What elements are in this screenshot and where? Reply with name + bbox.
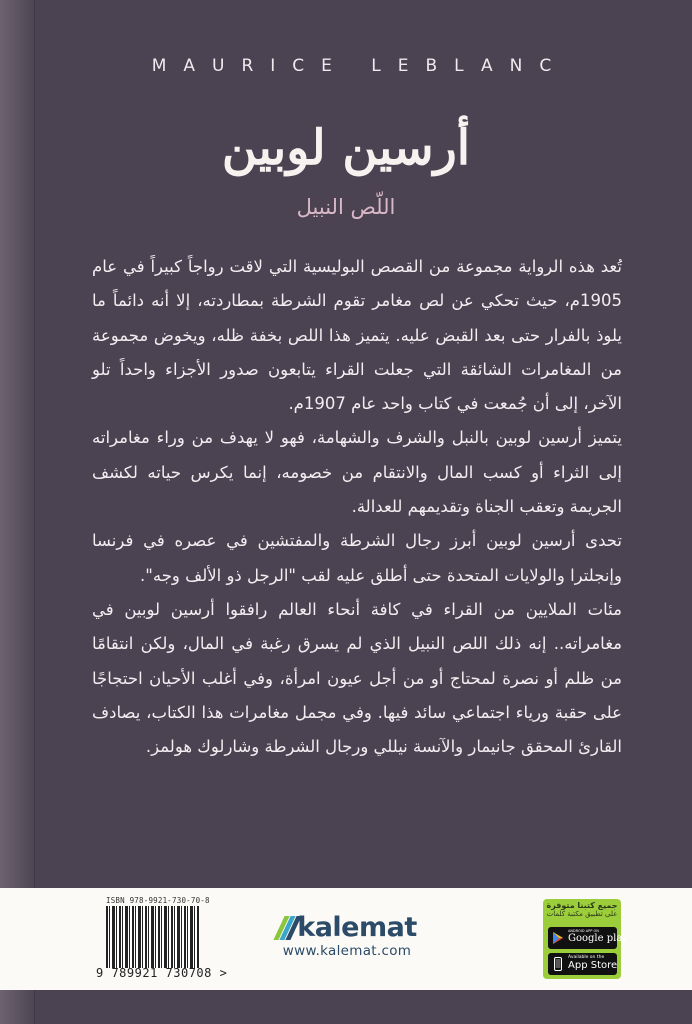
synopsis-paragraph: يتميز أرسين لوبين بالنبل والشرف والشهامة، فهو لا يهدف من وراء مغامراته إلى الثراء أو كسب المال والانتقام من خصومه، إنما يكرس حياته لكشف الجريمة وتعقب الجناة وتقديمهم للعدالة. [92,428,622,517]
google-play-icon [552,931,564,945]
book-title: أرسين لوبين [221,120,471,176]
google-play-label: Google play [568,933,628,944]
publisher-logo[interactable] [272,912,422,959]
synopsis [92,250,622,764]
publisher-strip [0,888,692,990]
synopsis-paragraph: تحدى أرسين لوبين أبرز رجال الشرطة والمفتشين في عصره في فرنسا وإنجلترا والولايات المتحدة حتى أطلق عليه لقب "الرجل ذو الألف وجه". [92,531,622,585]
stores-heading: جميع كتبنا متوفرة [546,901,618,910]
synopsis-paragraph: مئات الملايين من القراء في كافة أنحاء العالم رافقوا أرسين لوبين في مغامراته.. إنه ذلك اللص النبيل الذي لم يسرق رغبة في المال، ولكن انتقامًا من ظلم أو نصرة لمحتاج أو من أجل عيون امرأة، وفي أغلب الأحيان احتجاجًا على حقبة ورياء اجتماعي سائد فيها. وفي مجمل مغامرات هذا الكتاب، يصادف القارئ المحقق جانيمار والآنسة نيللي ورجال الشرطة وشارلوك هولمز. [92,599,622,757]
book-subtitle: اللّص النبيل [296,195,396,219]
app-store-label: App Store [568,960,618,971]
barcode-digits: 9 789921 730708 > [96,966,228,980]
stores-caption [543,902,621,918]
stores-subheading: على تطبيق مكتبة كلمات [546,910,618,918]
author-name: MAURICE LEBLANC [151,56,569,76]
app-store-badge[interactable] [548,953,617,975]
google-play-small: ANDROID APP ON [568,929,599,933]
app-store-small: Available on the [568,955,605,960]
phone-icon [552,957,564,971]
kalemat-slash-icon [277,916,297,940]
google-play-badge[interactable] [548,927,628,949]
app-store-box [543,899,628,979]
barcode-bars [106,906,199,968]
publisher-name: kalemat [297,912,417,943]
isbn-label: ISBN 978-9921-730-70-8 [106,896,210,905]
barcode [96,896,228,982]
synopsis-paragraph: تُعد هذه الرواية مجموعة من القصص البوليسية التي لاقت رواجاً كبيراً في عام 1905م، حيث تحكي عن لص مغامر تقوم الشرطة بمطاردته، إلا أنه دائماً ما يلوذ بالفرار حتى بعد القبض عليه. يتميز هذا اللص بخفة ظله، ويخوض مجموعة من المغامرات الشائقة التي جعلت القراء يتابعون صدور الأجزاء واحداً تلو الآخر، إلى أن جُمعت في كتاب واحد عام 1907م. [92,257,622,414]
publisher-url[interactable]: www.kalemat.com [282,943,412,959]
